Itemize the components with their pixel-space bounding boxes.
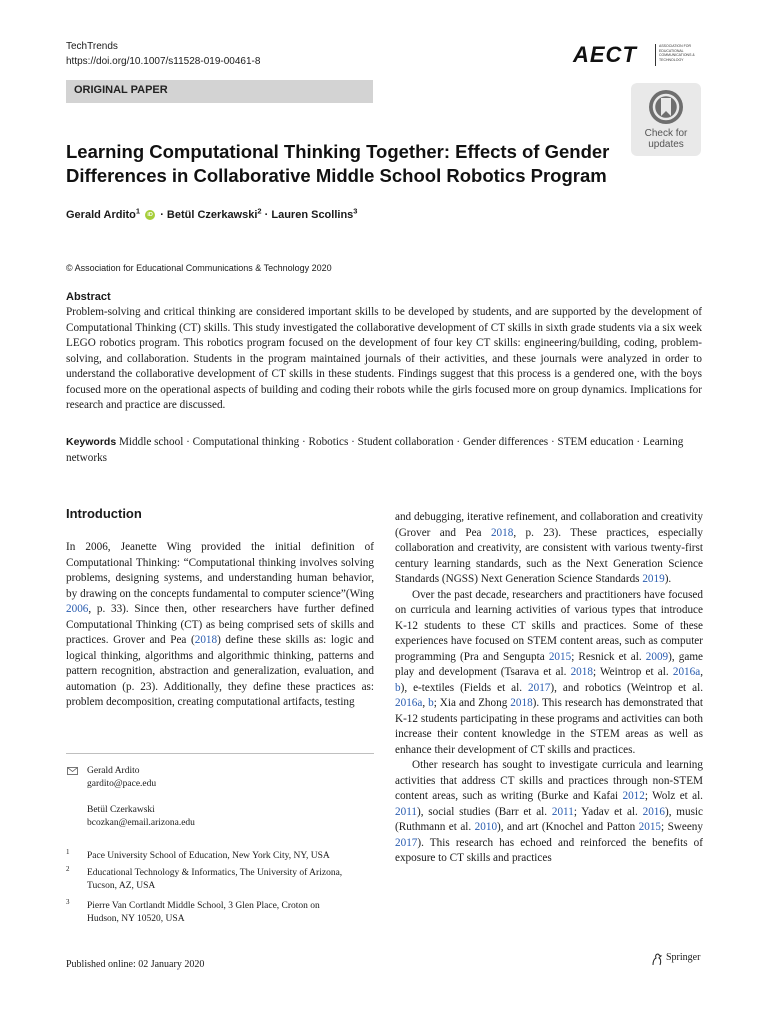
springer-horse-icon: [651, 953, 663, 966]
original-paper-label: ORIGINAL PAPER: [74, 84, 168, 96]
bookmark-ribbon-icon: [648, 89, 684, 125]
author-separator: ·: [160, 209, 164, 221]
abstract-body: Problem-solving and critical thinking are considered important skills to be developed by students, and are supported by the development of Computational Thinking (CT) skills. This study investigated the collaborative development of CT skills in sixth grade students via a six week LEGO robotics program. This robotics program focused on the development of four key CT skills: engineering/building, coding, problem-solving, and collaboration. Students in the program maintained journals of their activities, and these journals were analyzed in order to understand the collaborative development of CT skills in these students. Findings suggest that this process is a gendered one, with the boys focused more on the operational aspects of building and coding their robots while the girls focused more on group dynamics. Implications for research and practice are discussed.: [66, 306, 702, 411]
citation-link[interactable]: 2017: [395, 836, 418, 849]
author-name[interactable]: Lauren Scollins: [271, 209, 354, 221]
citation-link[interactable]: 2011: [395, 805, 417, 818]
citation-link[interactable]: 2018: [570, 666, 593, 678]
left-column-body: [66, 540, 374, 711]
author-list: [66, 208, 357, 222]
aect-logo: [573, 42, 703, 68]
citation-link[interactable]: 2018: [490, 526, 514, 539]
keywords-label: Keywords: [66, 436, 117, 448]
citation-link[interactable]: 2017: [528, 681, 551, 694]
corresponding-author-email[interactable]: gardito@pace.edu: [87, 779, 157, 789]
citation-link[interactable]: b: [428, 697, 434, 709]
citation-link[interactable]: 2018: [194, 634, 218, 646]
published-date: Published online: 02 January 2020: [66, 959, 205, 970]
check-for-updates-button[interactable]: [631, 83, 701, 156]
paragraph: and debugging, iterative refinement, and collaboration and creativity (Grover and Pea 2018, p. 23). These practices, especially collaboration and creativity, are consistent with various twenty-first century learning standards, such as the Next Generation Science Standards (NGSS) Next Generation Science Standards 2019).: [395, 511, 704, 585]
article-title-line: Learning Computational Thinking Together: Effects of Gender: [66, 141, 610, 162]
citation-link[interactable]: 2011: [551, 805, 574, 818]
affiliation-number: 1: [66, 848, 70, 856]
citation-link[interactable]: 2009: [645, 650, 669, 663]
author-name[interactable]: Gerald Ardito: [66, 209, 136, 221]
citation-link[interactable]: 2015: [638, 821, 661, 833]
citation-link[interactable]: b: [395, 681, 401, 694]
corresponding-author-name: Betül Czerkawski: [87, 805, 155, 815]
citation-link[interactable]: 2012: [622, 790, 645, 802]
citation-link[interactable]: 2006: [66, 603, 89, 615]
corresponding-author-name: Gerald Ardito: [87, 766, 140, 776]
copyright-notice: © Association for Educational Communications & Technology 2020: [66, 263, 332, 273]
corresponding-author-email[interactable]: bcozkan@email.arizona.edu: [87, 818, 195, 828]
citation-link[interactable]: 2016a: [395, 697, 423, 709]
aect-logo-divider: [655, 44, 656, 66]
citation-link[interactable]: 2016: [642, 805, 665, 818]
citation-link[interactable]: 2018: [510, 697, 533, 709]
affiliation-number: 3: [66, 898, 70, 906]
affiliation-text: Pace University School of Education, New York City, NY, USA: [87, 851, 330, 861]
citation-link[interactable]: 2015: [548, 650, 572, 663]
original-paper-banner: [66, 80, 373, 103]
keywords-list: Middle school · Computational thinking · Robotics · Student collaboration · Gender differences · STEM education · Learning networks: [66, 436, 684, 464]
affiliation-number: 2: [66, 865, 70, 873]
affiliation-text: Educational Technology & Informatics, The University of Arizona, Tucson, AZ, USA: [87, 868, 343, 891]
right-column-body: [395, 510, 703, 867]
envelope-icon: [67, 767, 78, 775]
springer-wordmark: Springer: [666, 952, 701, 963]
paragraph: Other research has sought to investigate curricula and learning activities that address CT skills and practices through non-STEM content areas, such as writing (Burke and Kafai 2012; Wolz et al. 2011), social studies (Barr et al. 2011; Yadav et al. 2016), music (Ruthmann et al. 2010), and art (Knochel and Patton 2015; Sweeny 2017). This research has echoed and reinforced the benefits of exposure to CT skills and practices: [395, 759, 703, 864]
introduction-heading: Introduction: [66, 506, 142, 521]
doi-link[interactable]: https://doi.org/10.1007/s11528-019-00461-8: [66, 56, 261, 67]
correspondence-block: [87, 765, 195, 830]
article-title-line: Differences in Collaborative Middle School Robotics Program: [66, 165, 607, 186]
author-affiliation-marker: 2: [257, 206, 262, 216]
footnote-divider: [66, 753, 374, 754]
abstract-heading: Abstract: [66, 291, 111, 303]
author-name[interactable]: Betül Czerkawski: [166, 209, 258, 221]
citation-link[interactable]: 2010: [474, 821, 498, 833]
keywords-block: [66, 434, 702, 466]
affiliation-text: Pierre Van Cortlandt Middle School, 3 Glen Place, Croton on Hudson, NY 10520, USA: [87, 901, 320, 924]
author-affiliation-marker: 1: [135, 206, 141, 216]
author-separator: ·: [264, 209, 269, 221]
springer-logo: [651, 951, 703, 969]
journal-name: TechTrends: [66, 41, 118, 52]
citation-link[interactable]: 2016a: [672, 666, 701, 678]
aect-logo-text: AECT: [573, 42, 637, 67]
check-for-updates-label: Check for updates: [644, 128, 688, 150]
orcid-icon[interactable]: iD: [145, 210, 155, 220]
citation-link[interactable]: 2019: [642, 573, 665, 585]
article-title: [66, 140, 626, 188]
paragraph: In 2006, Jeanette Wing provided the initial definition of Computational Thinking: “Computational thinking involves solving problems, designing systems, and understanding human behavior, by drawing on the concepts fundamental to computer science”(Wing 2006, p. 33). Since then, other researchers have further defined Computational Thinking (CT) as being comprised sets of skills and practices. Grover and Pea (2018) define these skills as: logic and logical thinking, algorithms and algorithmic thinking, patterns and pattern recognition, abstraction and generalization, evaluation, and automation (p. 23). Additionally, they define these practices as: problem decomposition, creating computational artifacts, testing: [66, 541, 375, 708]
paragraph: Over the past decade, researchers and practitioners have focused on curricula and learning activities of various types that introduce K-12 students to these CT skills and practices. Some of these experiences have focused on STEM content areas, such as computer programming (Pra and Sengupta 2015; Resnick et al. 2009), game play and development (Tsarava et al. 2018; Weintrop et al. 2016a, b), e-textiles (Fields et al. 2017), and robotics (Weintrop et al. 2016a, b; Xia and Zhong 2018). This research has demonstrated that K-12 students participating in these programs and activities can both increase their content knowledge in the STEM areas as well as enhance their development of CT skills and practices.: [395, 588, 704, 756]
aect-logo-subtext: ASSOCIATION FOR EDUCATIONAL COMMUNICATIONS & TECHNOLOGY: [659, 44, 695, 62]
author-affiliation-marker: 3: [353, 206, 358, 216]
